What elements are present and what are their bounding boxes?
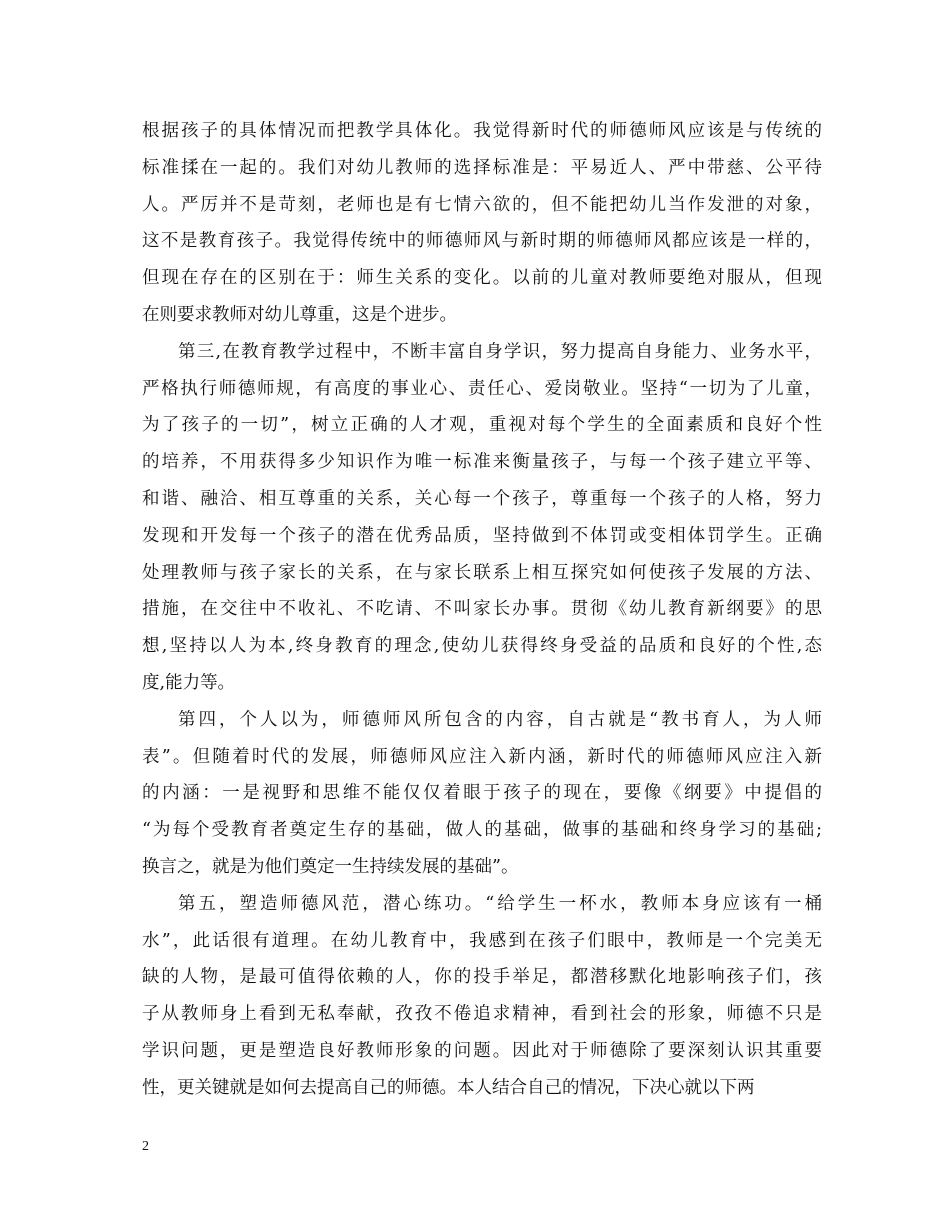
text-line: 的培养，不用获得多少知识作为唯一标准来衡量孩子，与每一个孩子建立平等、 bbox=[142, 452, 822, 473]
text-line: 表”。但随着时代的发展，师德师风应注入新内涵，新时代的师德师风应注入新 bbox=[142, 746, 822, 767]
text-line: 措施，在交往中不收礼、不吃请、不叫家长办事。贯彻《幼儿教育新纲要》的思 bbox=[142, 599, 822, 620]
text-line: 在则要求教师对幼儿尊重，这是个进步。 bbox=[142, 305, 457, 325]
text-line: 标准揉在一起的。我们对幼儿教师的选择标准是：平易近人、严中带慈、公平待 bbox=[142, 157, 822, 178]
text-line: 的内涵：一是视野和思维不能仅仅着眼于孩子的现在，要像《纲要》中提倡的 bbox=[142, 783, 822, 804]
text-line: 第三,在教育教学过程中，不断丰富自身学识，努力提高自身能力、业务水平， bbox=[178, 341, 822, 362]
text-line: 人。严厉并不是苛刻，老师也是有七情六欲的，但不能把幼儿当作发泄的对象， bbox=[142, 194, 822, 215]
text-line: 子从教师身上看到无私奉献，孜孜不倦追求精神，看到社会的形象，师德不只是 bbox=[142, 1004, 822, 1025]
text-line: 严格执行师德师规，有高度的事业心、责任心、爱岗敬业。坚持“一切为了儿童， bbox=[142, 378, 822, 399]
text-line: 度,能力等。 bbox=[142, 673, 236, 693]
text-line: “为每个受教育者奠定生存的基础，做人的基础，做事的基础和终身学习的基础; bbox=[142, 820, 822, 841]
text-line: 处理教师与孩子家长的关系，在与家长联系上相互探究如何使孩子发展的方法、 bbox=[142, 562, 822, 583]
text-line: 发现和开发每一个孩子的潜在优秀品质，坚持做到不体罚或变相体罚学生。正确 bbox=[142, 525, 822, 546]
text-line: 学识问题，更是塑造良好教师形象的问题。因此对于师德除了要深刻认识其重要 bbox=[142, 1041, 822, 1061]
text-line: 水”，此话很有道理。在幼儿教育中，我感到在孩子们眼中，教师是一个完美无 bbox=[142, 930, 822, 951]
text-line: 性，更关键就是如何去提高自己的师德。本人结合自己的情况，下决心就以下两 bbox=[142, 1077, 755, 1098]
text-line: 这不是教育孩子。我觉得传统中的师德师风与新时期的师德师风都应该是一样的， bbox=[142, 231, 822, 252]
text-line: 想,坚持以人为本,终身教育的理念,使幼儿获得终身受益的品质和良好的个性,态 bbox=[142, 636, 822, 657]
text-line: 为了孩子的一切”，树立正确的人才观，重视对每个学生的全面素质和良好个性 bbox=[142, 415, 822, 436]
text-line: 根据孩子的具体情况而把教学具体化。我觉得新时代的师德师风应该是与传统的 bbox=[142, 121, 822, 141]
text-line: 但现在存在的区别在于：师生关系的变化。以前的儿童对教师要绝对服从，但现 bbox=[142, 268, 822, 289]
text-line: 缺的人物，是最可值得依赖的人，你的投手举足，都潜移默化地影响孩子们，孩 bbox=[142, 967, 822, 988]
text-line: 和谐、融洽、相互尊重的关系，关心每一个孩子，尊重每一个孩子的人格，努力 bbox=[142, 489, 822, 509]
text-line: 第五，塑造师德风范，潜心练功。“给学生一杯水，教师本身应该有一桶 bbox=[178, 893, 822, 914]
text-line: 换言之，就是为他们奠定一生持续发展的基础”。 bbox=[142, 857, 519, 877]
text-line: 第四，个人以为，师德师风所包含的内容，自古就是“教书育人，为人师 bbox=[178, 709, 822, 730]
page-number: 2 bbox=[142, 1139, 149, 1154]
